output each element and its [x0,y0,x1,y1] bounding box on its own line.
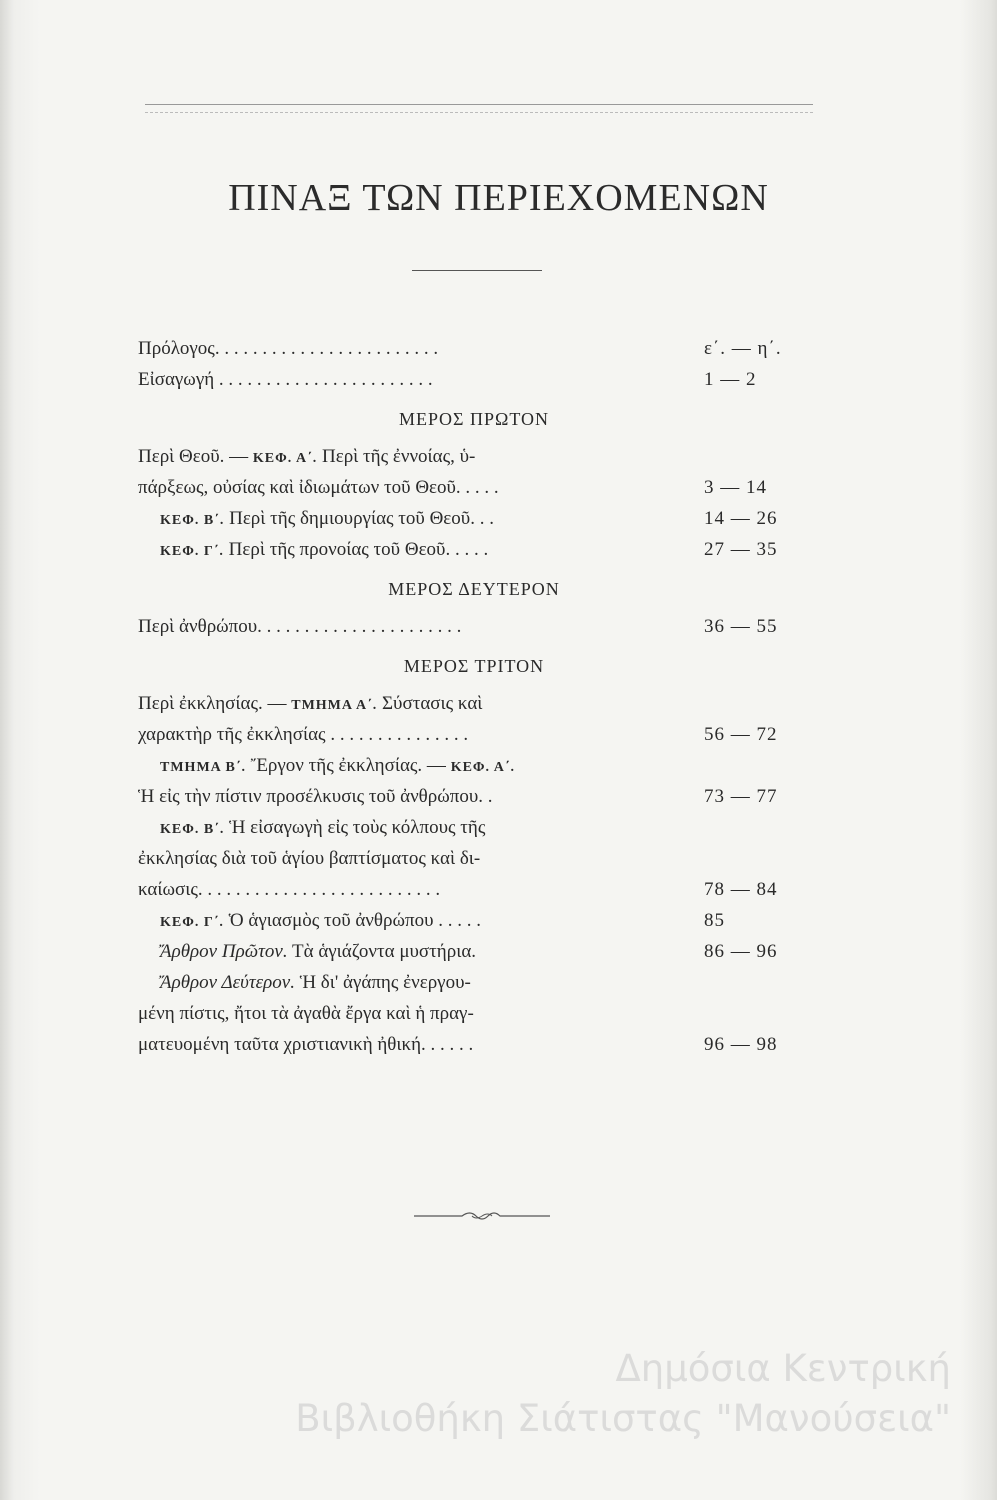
toc-entry-text: ΚΕΦ. Β΄. Ἡ εἰσαγωγὴ εἰς τοὺς κόλπους τῆς [160,817,486,838]
toc-row [138,967,810,998]
page-title: ΠΙΝΑΞ ΤΩΝ ΠΕΡΙΕΧΟΜΕΝΩΝ [228,177,769,219]
toc-row [138,441,810,472]
toc-entry-pages: 27 — 35 [704,539,778,560]
toc-entry-pages: 1 — 2 [704,369,757,390]
toc-entry-text: Ἄρθρον Δεύτερον. Ἡ δι' ἀγάπης ἐνεργου- [160,972,471,993]
toc-entry-pages: 86 — 96 [704,941,778,962]
toc-entry-text: Ἄρθρον Πρῶτον. Τὰ ἁγιάζοντα μυστήρια. [160,941,477,962]
toc-row [138,905,810,936]
toc-entry-pages: 56 — 72 [704,724,778,745]
toc-row [138,874,810,905]
toc-row [138,1029,810,1060]
toc-entry-text: Πρόλογος. . . . . . . . . . . . . . . . . . . . . . . . [138,338,439,359]
toc-row [138,843,810,874]
toc-entry-text: ΚΕΦ. Γ΄. Περὶ τῆς προνοίας τοῦ Θεοῦ. . . . . [160,539,489,560]
toc-row [138,534,810,565]
section-heading-part-two: ΜΕΡΟΣ ΔΕΥΤΕΡΟΝ [388,579,560,599]
toc-row [138,936,810,967]
toc-entry-pages: 73 — 77 [704,786,778,807]
top-rule [145,104,813,105]
toc-row [138,750,810,781]
toc-entry-pages: 14 — 26 [704,508,778,529]
toc-entry-text: πάρξεως, οὐσίας καὶ ἰδιωμάτων τοῦ Θεοῦ. . . . . [138,477,499,498]
toc-row [138,998,810,1029]
toc-entry-text: Εἰσαγωγή . . . . . . . . . . . . . . . . . . . . . . . [138,369,433,390]
closing-ornament [412,1206,552,1226]
toc-row [138,688,810,719]
library-watermark-line1: Δημόσια Κεντρική [615,1347,951,1390]
toc-entry-text: Περὶ ἀνθρώπου. . . . . . . . . . . . . . . . . . . . . . [138,616,462,637]
toc-entry-pages: ε΄. — η΄. [704,338,782,359]
toc-entry-text: ΚΕΦ. Β΄. Περὶ τῆς δημιουργίας τοῦ Θεοῦ. . . [160,508,494,529]
toc-entry-text: Περὶ ἐκκλησίας. — ΤΜΗΜΑ Α΄. Σύστασις καὶ [138,693,483,714]
toc-entry-pages: 96 — 98 [704,1034,778,1055]
toc-entry-text: ματευομένη ταῦτα χριστιανικὴ ἠθική. . . . . . [138,1034,474,1055]
toc-entry-pages: 78 — 84 [704,879,778,900]
table-of-contents [138,333,810,1060]
section-heading-part-three: ΜΕΡΟΣ ΤΡΙΤΟΝ [403,656,545,676]
title-rule [412,270,542,271]
toc-entry-text: ΤΜΗΜΑ Β΄. Ἔργον τῆς ἐκκλησίας. — ΚΕΦ. Α΄. [160,755,516,776]
toc-row [138,503,810,534]
toc-row [138,781,810,812]
toc-entry-pages: 85 [704,910,725,931]
toc-row [138,472,810,503]
toc-row [138,812,810,843]
section-heading-part-one: ΜΕΡΟΣ ΠΡΩΤΟΝ [398,409,550,429]
toc-row [138,719,810,750]
toc-row-introduction [138,364,810,395]
toc-entry-text: χαρακτὴρ τῆς ἐκκλησίας . . . . . . . . . . . . . . . [138,724,469,745]
top-rule-dashed [145,112,813,113]
toc-entry-text: ἐκκλησίας διὰ τοῦ ἁγίου βαπτίσματος καὶ δι- [138,848,481,869]
toc-entry-text: Ἡ εἰς τὴν πίστιν προσέλκυσις τοῦ ἀνθρώπου. . [138,786,493,807]
toc-row [138,611,810,642]
toc-entry-pages: 3 — 14 [704,477,767,498]
toc-entry-text: ΚΕΦ. Γ΄. Ὁ ἁγιασμὸς τοῦ ἀνθρώπου . . . . . [160,910,481,931]
toc-entry-pages: 36 — 55 [704,616,778,637]
toc-entry-text: μένη πίστις, ἤτοι τὰ ἀγαθὰ ἔργα καὶ ἡ πραγ- [138,1003,474,1024]
library-watermark-line2: Βιβλιοθήκη Σιάτιστας "Μανούσεια" [295,1397,951,1440]
toc-entry-text: καίωσις. . . . . . . . . . . . . . . . . . . . . . . . . . [138,879,441,900]
toc-row-prologue [138,333,810,364]
toc-entry-text: Περὶ Θεοῦ. — ΚΕΦ. Α΄. Περὶ τῆς ἐννοίας, ὑ- [138,446,476,467]
